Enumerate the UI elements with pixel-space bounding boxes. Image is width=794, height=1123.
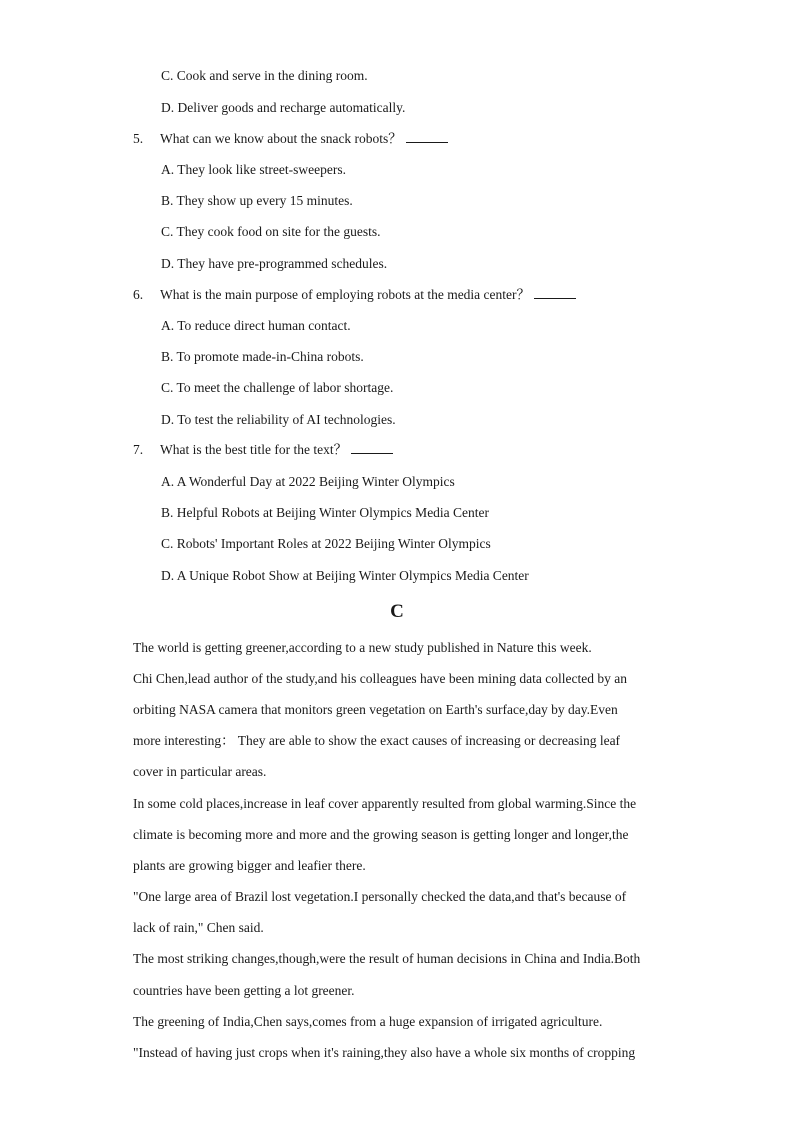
option-5b: B. They show up every 15 minutes.	[161, 193, 353, 208]
option-7d: D. A Unique Robot Show at Beijing Winter Olympics Media Center	[161, 568, 529, 583]
option-5d: D. They have pre-programmed schedules.	[161, 256, 388, 271]
passage-line: The greening of India,Chen says,comes from a huge expansion of irrigated agriculture.	[133, 1014, 603, 1029]
option-6a: A. To reduce direct human contact.	[161, 318, 351, 333]
passage-line: plants are growing bigger and leafier there.	[133, 858, 366, 873]
answer-blank	[351, 441, 393, 454]
passage-line: Chi Chen,lead author of the study,and his colleagues have been mining data collected by an	[133, 671, 627, 686]
option-7a: A. A Wonderful Day at 2022 Beijing Winter Olympics	[161, 474, 455, 489]
passage-line: more interesting： They are able to show the exact causes of increasing or decreasing leaf	[133, 733, 621, 748]
passage-line: The most striking changes,though,were the result of human decisions in China and India.Both	[133, 951, 641, 966]
question-6	[133, 286, 576, 304]
question-number: 5.	[133, 131, 144, 146]
passage-line: cover in particular areas.	[133, 764, 267, 779]
question-text: What is the best title for the text？	[160, 442, 348, 457]
option-6c: C. To meet the challenge of labor shortage.	[161, 380, 394, 395]
passage-line: lack of rain," Chen said.	[133, 920, 264, 935]
question-number: 7.	[133, 442, 144, 457]
option-5c: C. They cook food on site for the guests.	[161, 224, 381, 239]
passage-line: orbiting NASA camera that monitors green vegetation on Earth's surface,day by day.Even	[133, 702, 618, 717]
passage-line: In some cold places,increase in leaf cover apparently resulted from global warming.Since the	[133, 796, 637, 811]
option-4c: C. Cook and serve in the dining room.	[161, 68, 368, 83]
option-7c: C. Robots' Important Roles at 2022 Beijing Winter Olympics	[161, 536, 491, 551]
option-5a: A. They look like street-sweepers.	[161, 162, 346, 177]
option-6b: B. To promote made-in-China robots.	[161, 349, 364, 364]
answer-blank	[534, 286, 576, 299]
question-number: 6.	[133, 287, 144, 302]
section-heading: C	[390, 601, 404, 622]
question-text: What can we know about the snack robots？	[160, 131, 402, 146]
option-6d: D. To test the reliability of AI technologies.	[161, 412, 396, 427]
passage-line: climate is becoming more and more and the growing season is getting longer and longer,the	[133, 827, 629, 842]
passage-line: "One large area of Brazil lost vegetation.I personally checked the data,and that's because of	[133, 889, 627, 904]
question-text: What is the main purpose of employing robots at the media center？	[160, 287, 531, 302]
question-7	[133, 441, 393, 459]
option-4d: D. Deliver goods and recharge automatically.	[161, 100, 406, 115]
option-7b: B. Helpful Robots at Beijing Winter Olympics Media Center	[161, 505, 490, 520]
passage-line: "Instead of having just crops when it's raining,they also have a whole six months of cropping	[133, 1045, 636, 1060]
passage-line: The world is getting greener,according to a new study published in Nature this week.	[133, 640, 592, 655]
answer-blank	[406, 130, 448, 143]
passage-line: countries have been getting a lot greener.	[133, 983, 355, 998]
question-5	[133, 130, 448, 148]
